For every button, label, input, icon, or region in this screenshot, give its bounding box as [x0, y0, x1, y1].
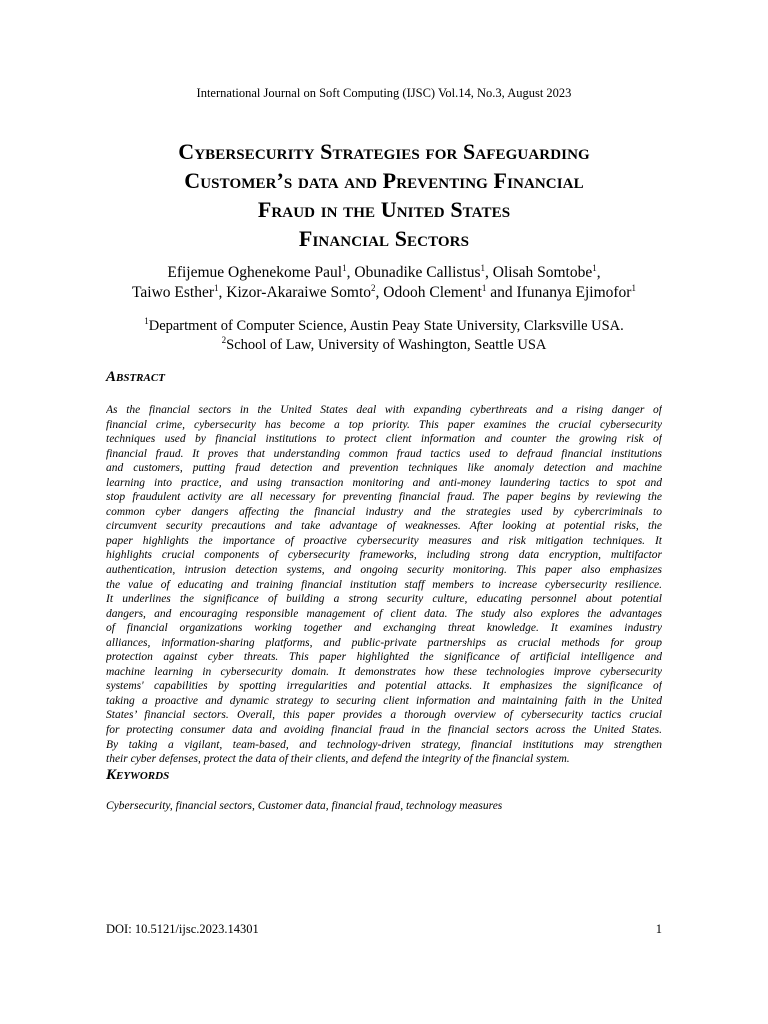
author-separator: , [375, 284, 384, 301]
page-number: 1 [655, 922, 662, 936]
abstract-line: their cyber defenses, protect the data of their clients, and defend the integrity of the financial system. [106, 753, 570, 766]
abstract-line: By taking a vigilant, team-based, and technology-driven strategy, financial institutions may strengthen [106, 738, 662, 751]
abstract-line: dangers, and encouraging responsible management of client data. The study also explores the advantages [106, 607, 662, 620]
author-affiliation-mark: 1 [214, 283, 219, 293]
abstract-line: for protecting consumer data and avoiding financial fraud in the financial sectors across the United States. [106, 724, 662, 737]
author-name: Kizor-Akaraiwe Somto [226, 284, 372, 301]
affiliation-item [0, 317, 768, 336]
author-name: Olisah Somtobe [492, 264, 593, 281]
abstract-line: stop fraudulent activity are all necessary for preventing financial fraud. The paper begins by reviewing the [106, 491, 662, 504]
paper-title [0, 137, 768, 253]
abstract-heading: Abstract [106, 369, 165, 385]
abstract-line: of financial organizations working together and exchanging threat knowledge. It examines industry [106, 622, 662, 635]
title-line: Financial Sectors [298, 226, 470, 251]
author-separator: , [218, 284, 227, 301]
author-separator: , [596, 264, 601, 281]
title-line: Customer’s data and Preventing Financial [184, 168, 584, 193]
author-separator: , [485, 264, 493, 281]
abstract-line: paper highlights the importance of proactive cybersecurity measures and risk mitigation techniques. It [106, 534, 662, 547]
author-name: Efijemue Oghenekome Paul [167, 264, 343, 281]
doi-footer: DOI: 10.5121/ijsc.2023.14301 [106, 922, 259, 936]
abstract-body [106, 403, 662, 767]
author-name: Odooh Clement [383, 284, 482, 301]
keywords-heading: Keywords [106, 767, 170, 783]
affiliation-item [0, 336, 768, 355]
abstract-line: techniques used by financial institutions to protect client information and counter the growing risk of [106, 433, 662, 446]
abstract-line: taking a proactive and dynamic strategy to securing client information and maintaining faith in the United [106, 694, 662, 707]
affiliation-text: School of Law, University of Washington, Seattle USA [226, 337, 547, 353]
author-name: Ifunanya Ejimofor [516, 284, 632, 301]
abstract-line: and customers, putting fraud detection and prevention techniques like anomaly detection and machine [106, 462, 662, 475]
abstract-line: authentication, intrusion detection systems, and ongoing security monitoring. This paper also emphasizes [106, 564, 662, 577]
abstract-line: financial fraud. It proves that understanding common fraud tactics used to defraud financial institutions [106, 447, 662, 460]
author-separator: and [486, 284, 517, 301]
abstract-line: As the financial sectors in the United States deal with expanding cyberthreats and a rising danger of [106, 404, 662, 416]
abstract-line: highlights crucial components of cybersecurity frameworks, including strong data encryption, multifactor [106, 549, 662, 562]
affiliation-text: Department of Computer Science, Austin Peay State University, Clarksville USA. [148, 318, 624, 334]
affiliation-mark: 1 [144, 316, 149, 326]
author-list [0, 263, 768, 303]
abstract-line: financial crime, cybersecurity has become a top priority. This paper examines the crucial cybersecurity [106, 418, 662, 431]
author-affiliation-mark: 2 [371, 283, 376, 293]
author-name: Obunadike Callistus [354, 264, 481, 281]
abstract-line: systems' capabilities by spotting irregularities and potential attacks. It emphasizes the significance of [106, 680, 662, 693]
author-affiliation-mark: 1 [480, 263, 486, 273]
abstract-line: alliances, information-sharing platforms, and public-private partnerships as crucial methods for group [106, 636, 662, 649]
author-line-2 [0, 283, 768, 303]
abstract-line: States’ financial sectors. Overall, this paper provides a thorough overview of cybersecurity tactics crucial [106, 709, 662, 722]
journal-header: International Journal on Soft Computing (IJSC) Vol.14, No.3, August 2023 [196, 86, 572, 100]
author-affiliation-mark: 1 [631, 283, 636, 293]
author-separator: , [346, 264, 355, 281]
keywords-text: Cybersecurity, financial sectors, Customer data, financial fraud, technology measures [106, 800, 503, 812]
title-line: Cybersecurity Strategies for Safeguarding [178, 139, 590, 164]
abstract-line: the value of educating and training financial institution staff members to increase cybersecurity resilience. [106, 578, 662, 591]
author-name: Taiwo Esther [132, 284, 215, 301]
abstract-line: circumvent security precautions and take advantage of weaknesses. After looking at potential risks, the [106, 520, 662, 533]
author-affiliation-mark: 1 [592, 263, 597, 273]
abstract-line: protection against cyber threats. This paper highlighted the significance of artificial intelligence and [106, 651, 662, 664]
affiliation-list [0, 317, 768, 355]
author-affiliation-mark: 1 [342, 263, 347, 273]
author-affiliation-mark: 1 [481, 283, 487, 293]
author-line-1 [0, 263, 768, 283]
affiliation-mark: 2 [221, 335, 227, 345]
abstract-line: machine learning in cybersecurity domain. It demonstrates how these technologies improve cybersecurity [106, 665, 662, 678]
abstract-line: common cyber dangers affecting the financial industry and the strategies used by cybercriminals to [106, 505, 662, 518]
abstract-line: It underlines the significance of building a strong security culture, educating personnel about potential [106, 593, 662, 606]
abstract-line: learning into practice, and using transaction monitoring and anti-money laundering tactics to spot and [106, 476, 662, 489]
title-line: Fraud in the United States [257, 197, 511, 222]
